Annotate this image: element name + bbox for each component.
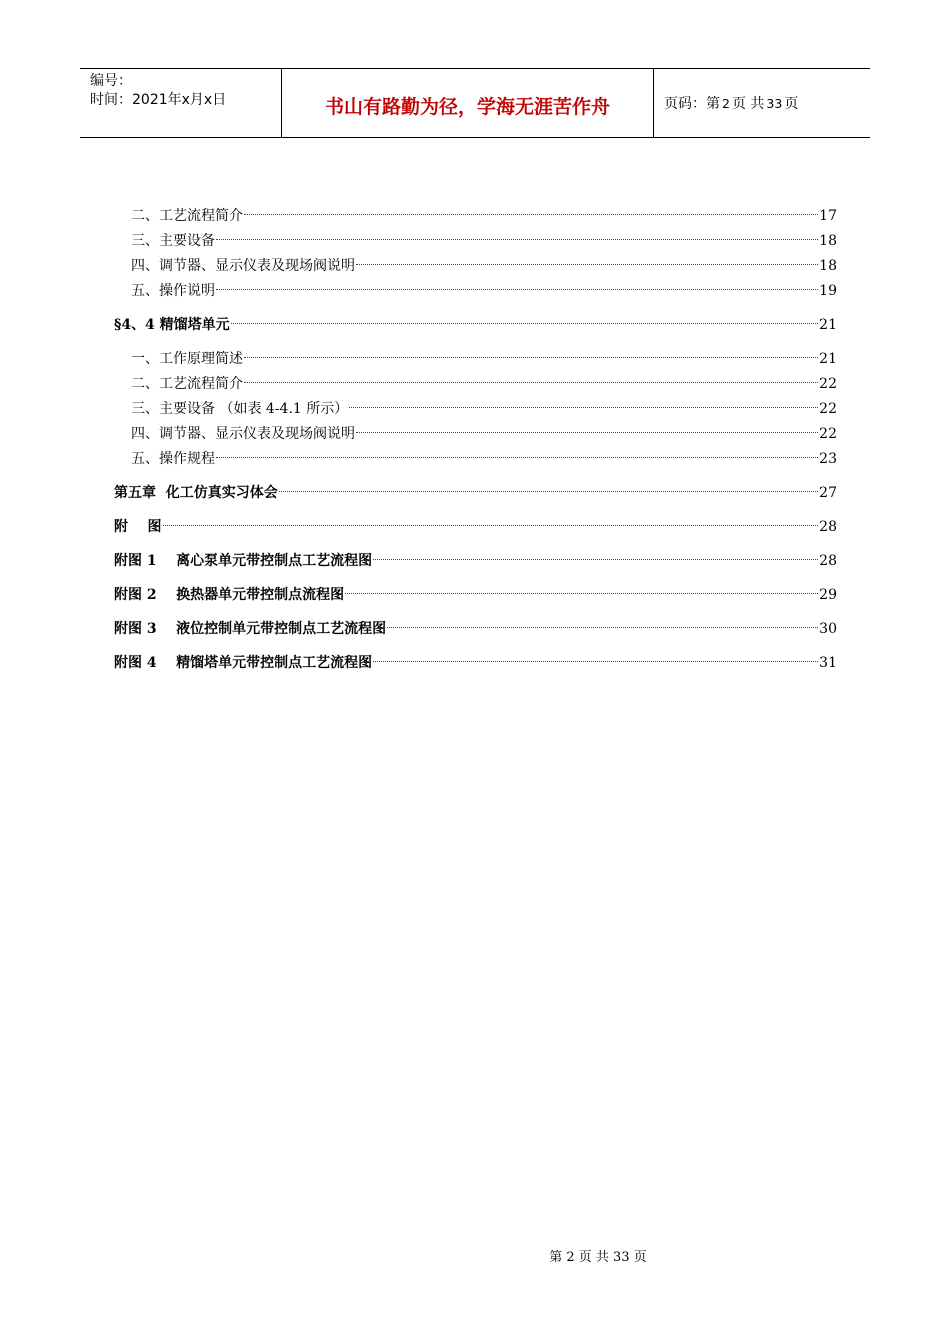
toc-entry-title: 二、工艺流程简介 xyxy=(131,376,243,392)
table-of-contents xyxy=(114,204,837,676)
toc-entry-page: 22 xyxy=(819,376,837,392)
toc-leader-dots xyxy=(216,457,818,458)
toc-entry-title: 四、调节器、显示仪表及现场阀说明 xyxy=(131,426,355,442)
toc-entry-page: 18 xyxy=(819,258,837,274)
toc-entry[interactable] xyxy=(114,397,837,422)
toc-entry-title: 附图 1 离心泵单元带控制点工艺流程图 xyxy=(114,553,373,569)
toc-gap xyxy=(114,338,837,347)
doc-time-label: 时间：2021年x月x日 xyxy=(90,92,227,108)
toc-entry[interactable] xyxy=(114,254,837,279)
toc-entry[interactable] xyxy=(114,313,837,338)
toc-leader-dots xyxy=(244,357,818,358)
page-total: 33 xyxy=(766,95,783,111)
toc-entry-title: 附图 3 液位控制单元带控制点工艺流程图 xyxy=(114,621,387,637)
toc-entry-page: 29 xyxy=(819,587,837,603)
toc-entry[interactable] xyxy=(114,583,837,608)
toc-entry-title: 附 图 xyxy=(114,519,162,535)
toc-entry-page: 17 xyxy=(819,208,837,224)
toc-entry-title: 五、操作说明 xyxy=(131,283,215,299)
toc-gap xyxy=(114,304,837,313)
toc-leader-dots xyxy=(244,382,818,383)
page-footer: 第 2 页 共 33 页 xyxy=(549,1250,647,1265)
toc-leader-dots xyxy=(244,214,818,215)
page-number: 2 xyxy=(722,95,730,111)
toc-entry-page: 23 xyxy=(819,451,837,467)
toc-gap xyxy=(114,574,837,583)
doc-code-label: 编号： xyxy=(90,73,132,89)
toc-entry[interactable] xyxy=(114,617,837,642)
toc-leader-dots xyxy=(349,407,818,408)
toc-leader-dots xyxy=(216,239,818,240)
toc-entry[interactable] xyxy=(114,422,837,447)
toc-entry-title: 三、主要设备 （如表 4-4.1 所示） xyxy=(131,401,349,417)
toc-leader-dots xyxy=(387,627,818,628)
toc-leader-dots xyxy=(345,593,818,594)
page-header xyxy=(80,68,870,138)
header-motto: 书山有路勤为径，学海无涯苦作舟 xyxy=(281,69,654,137)
toc-leader-dots xyxy=(231,323,818,324)
toc-gap xyxy=(114,540,837,549)
toc-entry-page: 22 xyxy=(819,401,837,417)
toc-entry-page: 21 xyxy=(819,317,837,333)
toc-entry-title: 五、操作规程 xyxy=(131,451,215,467)
toc-leader-dots xyxy=(373,559,818,560)
toc-entry-title: 二、工艺流程简介 xyxy=(131,208,243,224)
toc-entry-title: 附图 2 换热器单元带控制点流程图 xyxy=(114,587,345,603)
toc-entry[interactable] xyxy=(114,481,837,506)
toc-entry-title: 一、工作原理简述 xyxy=(131,351,243,367)
toc-entry-title: §4、4 精馏塔单元 xyxy=(114,317,230,333)
toc-leader-dots xyxy=(356,264,818,265)
toc-entry[interactable] xyxy=(114,549,837,574)
toc-entry[interactable] xyxy=(114,279,837,304)
header-page-info xyxy=(654,69,870,137)
toc-entry-page: 31 xyxy=(819,655,837,671)
page-suffix: 页 xyxy=(784,96,799,112)
toc-leader-dots xyxy=(279,491,818,492)
toc-entry-page: 30 xyxy=(819,621,837,637)
toc-leader-dots xyxy=(216,289,818,290)
toc-entry-page: 19 xyxy=(819,283,837,299)
toc-entry[interactable] xyxy=(114,204,837,229)
toc-entry[interactable] xyxy=(114,372,837,397)
toc-entry-page: 28 xyxy=(819,519,837,535)
toc-gap xyxy=(114,608,837,617)
toc-entry[interactable] xyxy=(114,447,837,472)
toc-entry-title: 三、主要设备 xyxy=(131,233,215,249)
toc-gap xyxy=(114,642,837,651)
toc-entry-title: 四、调节器、显示仪表及现场阀说明 xyxy=(131,258,355,274)
toc-entry[interactable] xyxy=(114,515,837,540)
toc-gap xyxy=(114,506,837,515)
page-prefix: 页码：第 xyxy=(664,96,720,112)
toc-entry-page: 28 xyxy=(819,553,837,569)
toc-entry-page: 27 xyxy=(819,485,837,501)
header-meta xyxy=(80,69,281,137)
toc-entry-title: 第五章 化工仿真实习体会 xyxy=(114,485,278,501)
toc-entry-page: 22 xyxy=(819,426,837,442)
page-mid: 页 共 xyxy=(731,96,765,112)
toc-leader-dots xyxy=(356,432,818,433)
toc-entry[interactable] xyxy=(114,229,837,254)
toc-leader-dots xyxy=(163,525,819,526)
toc-entry-page: 21 xyxy=(819,351,837,367)
toc-entry-title: 附图 4 精馏塔单元带控制点工艺流程图 xyxy=(114,655,373,671)
toc-entry[interactable] xyxy=(114,347,837,372)
toc-gap xyxy=(114,472,837,481)
toc-entry[interactable] xyxy=(114,651,837,676)
toc-leader-dots xyxy=(373,661,818,662)
toc-entry-page: 18 xyxy=(819,233,837,249)
